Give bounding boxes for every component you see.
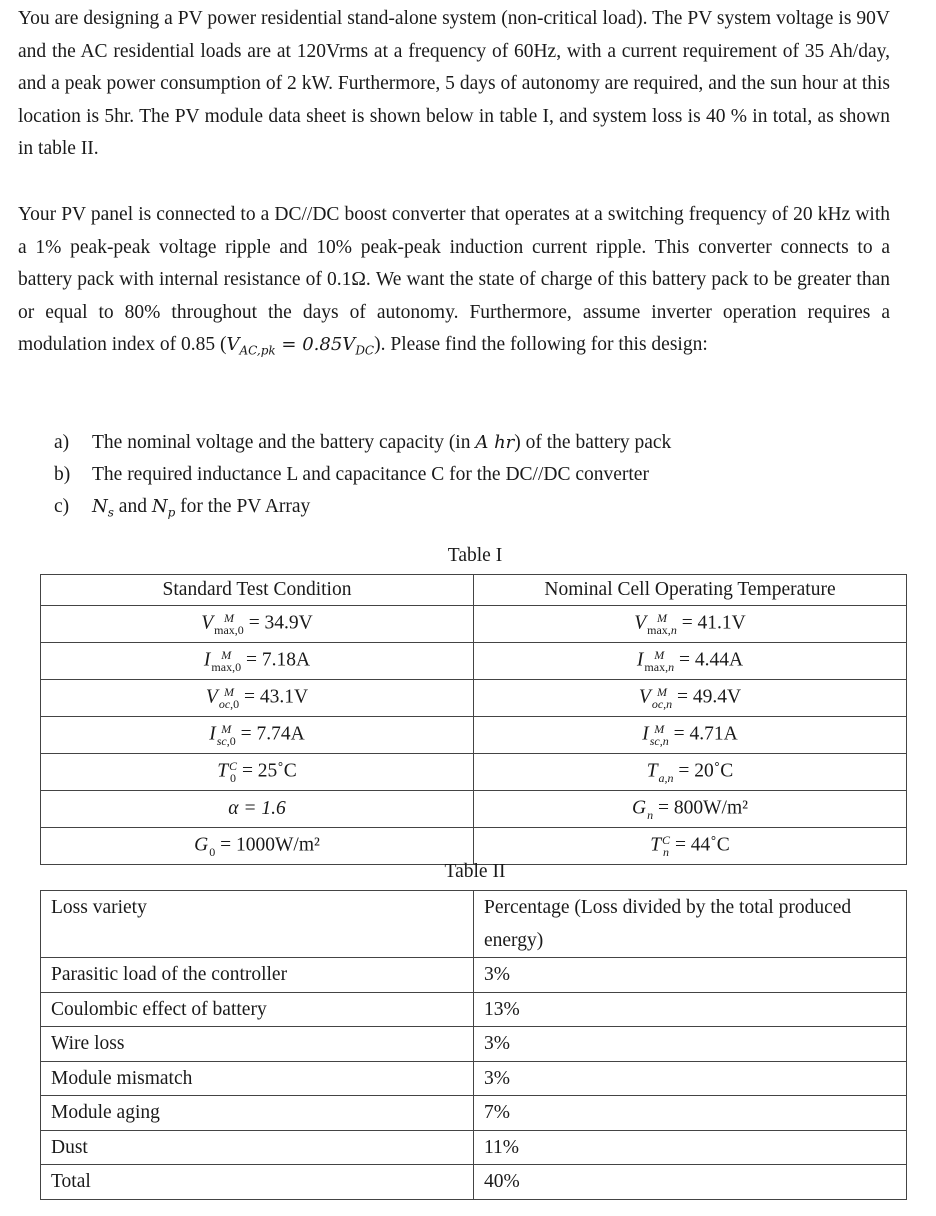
loss-percentage: 3% [474,1061,907,1096]
noct-irradiance: G n = 800W/m² [474,791,907,828]
stc-imax: I M max,0 = 7.18A [41,643,474,680]
noct-irradiance-value: = 800W/m² [658,797,748,819]
stc-cell-temp-value: = 25˚C [241,760,297,782]
noct-voc-value: = 49.4V [677,686,742,708]
noct-isc: I M sc,n = 4.71A [474,717,907,754]
question-c-math-np: $N_p$ [151,496,176,520]
problem-paragraph-1: You are designing a PV power residential stand-alone system (non-critical load). The PV system voltage is 90V and the AC residential loads are at 120Vrms at a frequency of 60Hz, with a current requirement of 35 Ah/day, and a peak power consumption of 2 kW. Furthermore, 5 days of autonomy are required, and the sun hour at this location is 5hr. The PV module data sheet is shown below in table I, and system loss is 40 % in total, as shown in table II. [18,8,890,160]
loss-variety: Parasitic load of the controller [41,958,474,993]
stc-imax-value: = 7.18A [245,649,311,671]
problem-paragraph-2 [18,199,890,368]
stc-header: Standard Test Condition [41,575,474,606]
question-a-text-after: ) of the battery pack [514,432,672,453]
loss-percentage: 13% [474,992,907,1027]
question-b [54,459,649,491]
stc-vmax-value: = 34.9V [248,612,313,634]
question-a-label: a) [54,432,70,453]
loss-percentage: 40% [474,1165,907,1200]
noct-imax: I M max,n = 4.44A [474,643,907,680]
stc-irradiance: G 0 = 1000W/m² [41,828,474,865]
loss-variety: Dust [41,1130,474,1165]
table-row [41,992,907,1027]
stc-isc-value: = 7.74A [240,723,305,745]
question-c-math: $N_s$ [92,496,114,520]
table-2-caption: Table II [444,861,506,882]
loss-percentage: 11% [474,1130,907,1165]
question-c-label: c) [54,496,70,517]
question-a-text-before: The nominal voltage and the battery capacity (in [92,432,476,453]
noct-isc-value: = 4.71A [673,723,738,745]
stc-vmax: V M max,0 = 34.9V [41,606,474,643]
paragraph-2-text: Your PV panel is connected to a DC//DC boost converter that operates at a switching frequency of 20 kHz with a 1% peak-peak voltage ripple and 10% peak-peak induction current ripple. This converter connects to a battery pack with internal resistance of 0.1Ω. We want the state of charge of this battery pack to be greater than or equal to 80% throughout the days of autonomy. Furthermore, assume inverter operation requires a modulation index of 0.85 ( [18,204,890,356]
question-a-math: A hr [475,432,515,453]
noct-imax-value: = 4.44A [678,649,744,671]
noct-ambient-temp: T a,n = 20˚C [474,754,907,791]
loss-percentage: 7% [474,1096,907,1131]
loss-variety: Coulombic effect of battery [41,992,474,1027]
pv-module-datasheet-table [40,574,907,865]
table-row [41,1096,907,1131]
question-c: c) $N_s$ and $N_p$ for the PV Array [54,491,310,529]
table-1-caption: Table I [447,545,503,566]
loss-variety-header: Loss variety [41,891,474,958]
question-c-text-after: for the PV Array [175,496,311,517]
stc-voc-value: = 43.1V [244,686,309,708]
loss-variety: Wire loss [41,1027,474,1062]
loss-percentage-header: Percentage (Loss divided by the total produced energy) [474,891,907,958]
stc-isc: I M sc,0 = 7.74A [41,717,474,754]
system-loss-table [40,890,907,1200]
table-row [41,1061,907,1096]
table-row [41,1130,907,1165]
noct-header: Nominal Cell Operating Temperature [474,575,907,606]
loss-percentage: 3% [474,1027,907,1062]
loss-variety: Total [41,1165,474,1200]
table-row [41,1165,907,1200]
question-b-label: b) [54,464,71,485]
stc-cell-temp: T C 0 = 25˚C [41,754,474,791]
paragraph-2-end: ). Please find the following for this design: [374,334,708,356]
noct-ambient-temp-value: = 20˚C [678,760,734,782]
table-row [41,958,907,993]
stc-alpha [41,791,474,828]
question-a [54,427,671,459]
table-row [41,1027,907,1062]
noct-cell-temp: T C n = 44˚C [474,828,907,865]
stc-voc: V M oc,0 = 43.1V [41,680,474,717]
stc-alpha-value: α = 1.6 [228,798,286,819]
modulation-equation: $V_{AC,pk} = 0.85V_{DC}$ [226,334,375,358]
noct-vmax-value: = 41.1V [681,612,746,634]
loss-percentage: 3% [474,958,907,993]
noct-vmax: V M max,n = 41.1V [474,606,907,643]
question-b-text: The required inductance L and capacitance C for the DC//DC converter [92,464,649,485]
stc-irradiance-value: = 1000W/m² [220,834,320,856]
loss-variety: Module mismatch [41,1061,474,1096]
noct-voc: V M oc,n = 49.4V [474,680,907,717]
noct-cell-temp-value: = 44˚C [674,834,730,856]
loss-variety: Module aging [41,1096,474,1131]
